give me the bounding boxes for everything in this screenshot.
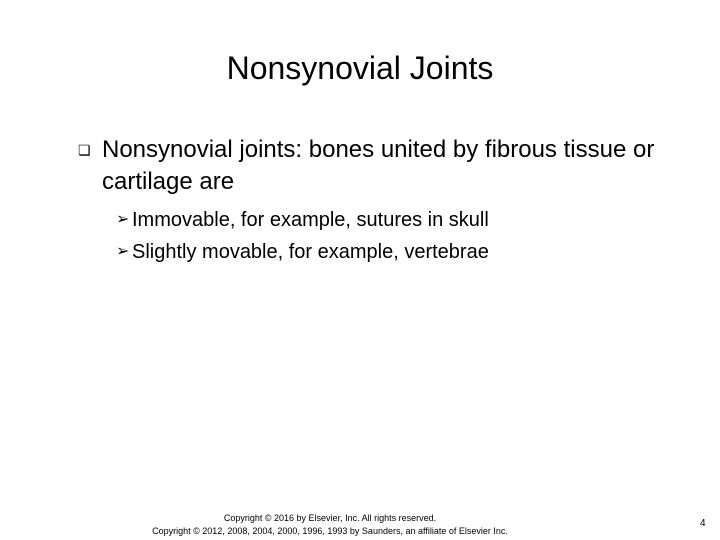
copyright-line: Copyright © 2016 by Elsevier, Inc. All rights reserved. [223,513,437,523]
copyright-line: Copyright © 2012, 2008, 2004, 2000, 1996, 1993 by Saunders, an affiliate of Elsevier Inc. [152,526,508,536]
slide-content [78,134,668,268]
bullet-text: Nonsynovial joints: bones united by fibrous tissue or cartilage are [102,136,655,195]
slide-title: Nonsynovial Joints [226,50,494,86]
sub-bullet-list [78,204,668,268]
bullet-icon: ❏ [78,142,91,158]
sub-bullet-text: Slightly movable, for example, vertebrae [132,241,489,263]
arrow-bullet-icon: ➢ [116,211,130,228]
sub-bullet-item [78,236,668,268]
bullet-item [78,134,668,198]
copyright-footer [120,512,540,538]
page-number: 4 [700,518,706,529]
arrow-bullet-icon: ➢ [116,243,130,260]
sub-bullet-item [78,204,668,236]
sub-bullet-text: Immovable, for example, sutures in skull [132,209,489,231]
